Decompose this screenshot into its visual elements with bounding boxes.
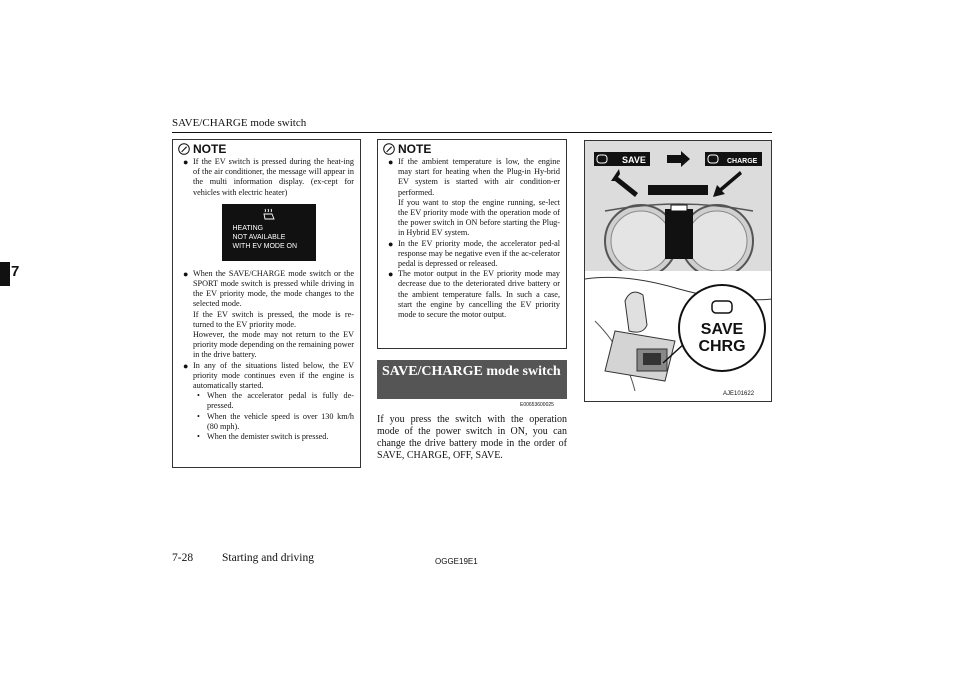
section-code: E00653600025 [520,402,554,408]
bullet-mark-icon: ● [183,360,189,371]
note-label: NOTE [193,142,227,156]
note-text: If the ambient temperature is low, the engine may start for heating when the Plug-in Hy-brid EV system is started with air condition-er performed. [398,157,560,197]
header-divider [172,132,772,133]
note-bullet [183,157,354,198]
chapter-number: 7 [11,263,20,280]
sub-bullet-mark-icon: • [197,391,200,401]
sub-bullet-text: When the vehicle speed is over 130 km/h (80 mph). [207,411,354,431]
sub-bullet-mark-icon: • [197,411,200,421]
note-header [173,140,360,156]
sub-bullet-text: When the demister switch is pressed. [207,432,329,442]
note-header [378,140,566,156]
figure-save-charge-switch [584,140,772,402]
bullet-mark-icon: ● [388,238,394,249]
center-display [665,209,693,259]
note-text: However, the mode may not return to the EV priority mode depending on the remaining power in the drive battery. [193,330,354,360]
note-bullet [183,361,354,392]
note-pencil-icon [178,143,190,155]
display-line-2: NOT AVAILABLE [232,233,286,241]
note-text: In any of the situations listed below, the EV priority mode continues even if the engine is automatically started. [193,360,354,391]
sub-bullet [183,412,354,432]
section-paragraph: If you press the switch with the operation mode of the power switch in ON, you can change the drive battery mode in the order of SAVE, CHARGE, OFF, SAVE. [377,414,567,461]
footer-chapter-title: Starting and driving [222,552,314,564]
seat-heater-icon [262,208,276,220]
note-pencil-icon [383,143,395,155]
chapter-tab [0,262,10,286]
note-bullet [388,269,560,320]
multi-info-display-image [222,204,316,261]
note-box-right [377,139,567,349]
sub-bullet [183,432,354,442]
switch-label-line2: CHRG [698,338,746,355]
note-bullet [388,157,560,239]
section-heading: SAVE/CHARGE mode switch [377,360,567,399]
charge-badge-label: CHARGE [727,158,758,165]
sub-bullet-mark-icon: • [197,432,200,442]
note-bullet [183,269,354,361]
mode-bar [648,185,708,195]
note-text: If the EV switch is pressed during the heat-ing of the air conditioner, the message will appear in the multi information display. (ex-cept for vehicles with electric heater) [193,157,354,197]
note-box-left [172,139,361,468]
bullet-mark-icon: ● [183,157,189,167]
figure-illustration [585,141,772,402]
sub-bullet-text: When the accelerator pedal is fully de-pressed. [207,391,354,411]
save-badge [594,152,650,166]
note-text: If you want to stop the engine running, se-lect the EV priority mode with the operation mode of the power switch in ON before starting the Plug-in Hybrid EV system. [398,197,560,238]
footer-page-number: 7-28 [172,552,194,564]
note-text: When the SAVE/CHARGE mode switch or the SPORT mode switch is pressed while driving in the EV priority mode, the mode changes to the selected mode. [193,268,354,309]
charge-badge [705,152,762,166]
display-line-3: WITH EV MODE ON [232,242,298,250]
note-text: In the EV priority mode, the accelerator ped-al response may be negative even if the ac-celerator pedal is depressed or released. [398,238,560,269]
bullet-mark-icon: ● [183,268,189,279]
page-header-title: SAVE/CHARGE mode switch [172,117,307,129]
sub-bullet [183,391,354,411]
note-text: If the EV switch is pressed, the mode is re-turned to the EV priority mode. [193,309,354,329]
footer-doc-code: OGGE19E1 [435,557,478,566]
figure-code: AJE101622 [723,391,755,397]
note-text: The motor output in the EV priority mode may decrease due to the deteriorated drive battery or the ambient temperature falls. In such a case, start the engine by cancelling the EV priority mode to secure the motor output. [398,269,560,320]
note-bullet [388,239,560,270]
display-line-1: HEATING [232,224,264,232]
save-badge-label: SAVE [622,155,646,165]
bullet-mark-icon: ● [388,157,394,167]
switch-label-line1: SAVE [700,321,744,338]
note-label: NOTE [398,142,432,156]
bullet-mark-icon: ● [388,269,394,280]
